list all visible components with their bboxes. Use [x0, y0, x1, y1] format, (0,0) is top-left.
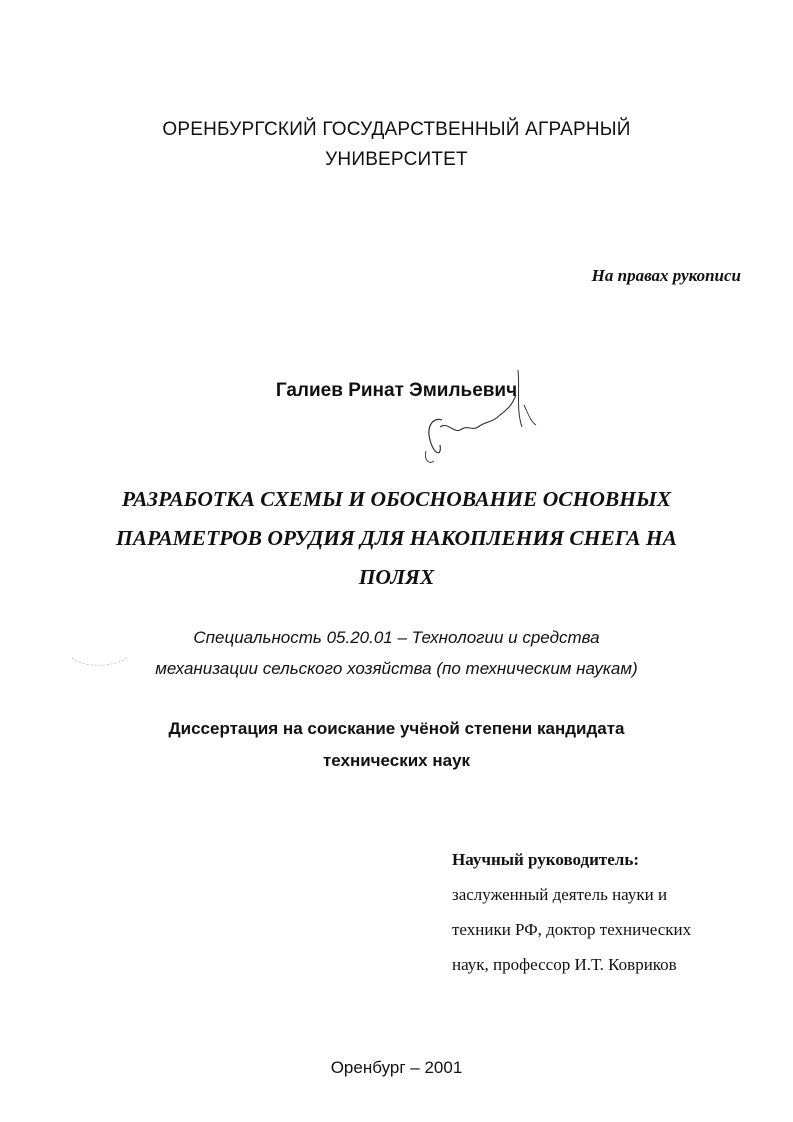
- specialty-line-2: механизации сельского хозяйства (по техническим наукам): [155, 659, 638, 678]
- advisor-line-1: заслуженный деятель науки и: [452, 885, 668, 904]
- degree-line-1: Диссертация на соискание учёной степени кандидата: [168, 719, 625, 738]
- manuscript-note: На правах рукописи: [591, 266, 741, 285]
- university-line-2: УНИВЕРСИТЕТ: [325, 149, 468, 170]
- thesis-title-line-2: ПАРАМЕТРОВ ОРУДИЯ ДЛЯ НАКОПЛЕНИЯ СНЕГА НА: [116, 526, 677, 550]
- degree-statement: [0, 713, 793, 777]
- thesis-title-line-1: РАЗРАБОТКА СХЕМЫ И ОБОСНОВАНИЕ ОСНОВНЫХ: [121, 487, 672, 511]
- university-line-1: ОРЕНБУРГСКИЙ ГОСУДАРСТВЕННЫЙ АГРАРНЫЙ: [162, 119, 631, 140]
- university-name: [0, 115, 793, 175]
- degree-line-2: технических наук: [322, 751, 471, 770]
- advisor-heading: Научный руководитель:: [452, 850, 639, 869]
- author-name: Галиев Ринат Эмильевич: [275, 380, 518, 401]
- thesis-title: [30, 480, 763, 597]
- advisor-line-2: техники РФ, доктор технических: [452, 920, 692, 939]
- city-year: Оренбург – 2001: [330, 1058, 463, 1077]
- specialty-line-1: Специальность 05.20.01 – Технологии и средства: [193, 628, 600, 647]
- scientific-advisor: [452, 842, 691, 982]
- advisor-line-3: наук, профессор И.Т. Ковриков: [452, 955, 677, 974]
- thesis-title-line-3: ПОЛЯХ: [358, 565, 435, 589]
- specialty: [20, 622, 773, 684]
- handwritten-signature: [412, 365, 542, 475]
